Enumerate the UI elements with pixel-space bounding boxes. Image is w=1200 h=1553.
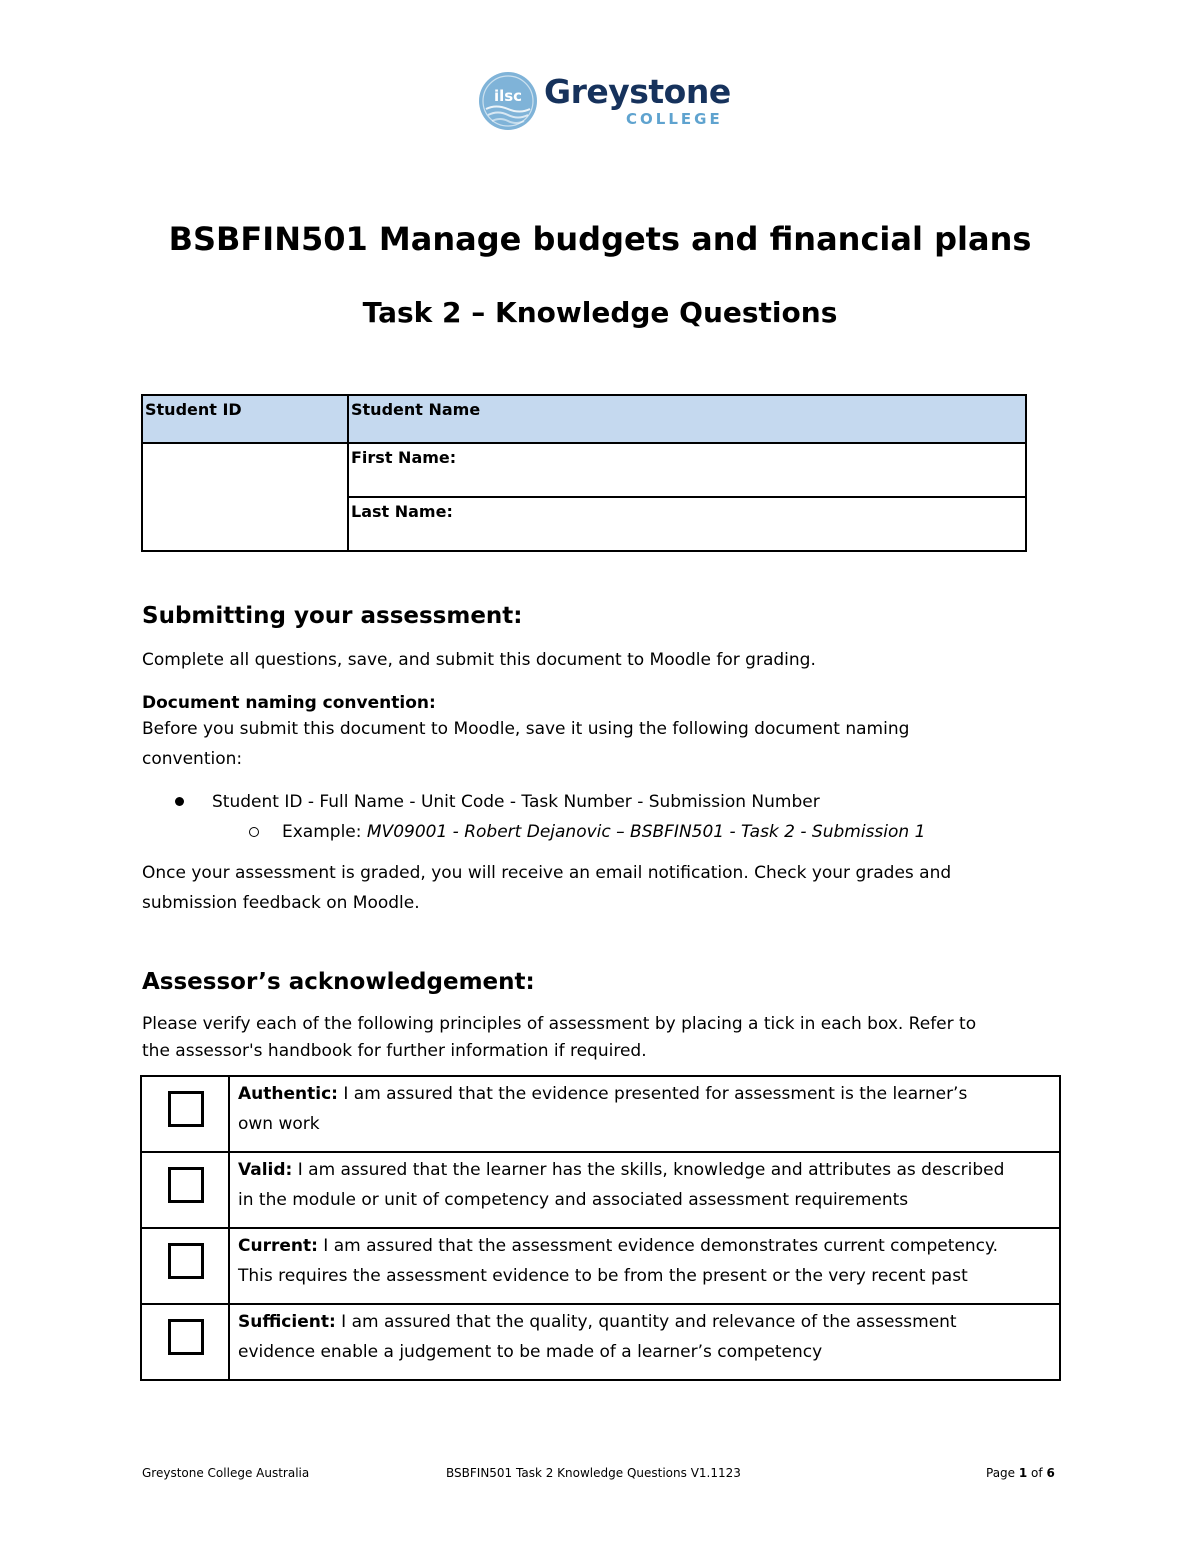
assessor-heading: Assessor’s acknowledgement: — [142, 969, 535, 995]
first-name-field[interactable] — [348, 443, 1026, 497]
student-details-table — [141, 394, 1027, 552]
bullet-dot-icon — [175, 797, 184, 806]
principle-text-cont: in the module or unit of competency and associated assessment requirements — [238, 1190, 909, 1210]
valid-checkbox[interactable] — [168, 1167, 204, 1203]
current-checkbox[interactable] — [168, 1243, 204, 1279]
naming-format-bullet: Student ID - Full Name - Unit Code - Task Number - Submission Number — [212, 792, 820, 812]
college-logo — [478, 68, 731, 134]
naming-convention-line1: Before you submit this document to Moodle, save it using the following document naming — [142, 719, 910, 739]
logo-name: Greystone — [544, 72, 731, 111]
naming-example — [282, 817, 925, 847]
principle-label: Sufficient: — [238, 1312, 336, 1332]
submit-instruction: Complete all questions, save, and submit this document to Moodle for grading. — [142, 650, 816, 670]
logo-subtitle: COLLEGE — [626, 110, 723, 128]
principle-text: I am assured that the evidence presented for assessment is the learner’s — [337, 1084, 968, 1104]
principle-label: Valid: — [238, 1160, 293, 1180]
last-name-field[interactable] — [348, 497, 1026, 551]
naming-convention-heading: Document naming convention: — [142, 693, 436, 713]
document-subtitle: Task 2 – Knowledge Questions — [362, 296, 838, 329]
svg-text:ilsc: ilsc — [493, 87, 523, 105]
principle-row-valid — [141, 1152, 1060, 1228]
principle-row-current — [141, 1228, 1060, 1304]
principle-row-authentic — [141, 1076, 1060, 1152]
principle-text: I am assured that the learner has the skills, knowledge and attributes as described — [292, 1160, 1005, 1180]
principle-text-cont: own work — [238, 1114, 320, 1134]
principle-text: I am assured that the assessment evidence demonstrates current competency. — [317, 1236, 999, 1256]
footer-document-name: BSBFIN501 Task 2 Knowledge Questions V1.1123 — [446, 1466, 741, 1480]
naming-convention-line2: convention: — [142, 749, 243, 769]
authentic-checkbox[interactable] — [168, 1091, 204, 1127]
principle-label: Current: — [238, 1236, 318, 1256]
sufficient-checkbox[interactable] — [168, 1319, 204, 1355]
example-label: Example: — [282, 822, 362, 842]
first-name-label: First Name: — [351, 448, 457, 467]
ilsc-badge-icon — [478, 71, 538, 131]
bullet-ring-icon — [249, 827, 259, 837]
last-name-label: Last Name: — [351, 502, 453, 521]
graded-notice-line1: Once your assessment is graded, you will receive an email notification. Check your grades and — [142, 863, 952, 883]
principle-text-cont: evidence enable a judgement to be made of a learner’s competency — [238, 1342, 823, 1362]
principle-row-sufficient — [141, 1304, 1060, 1380]
principle-text-cont: This requires the assessment evidence to be from the present or the very recent past — [238, 1266, 968, 1286]
student-name-header: Student Name — [348, 395, 1026, 443]
principle-label: Authentic: — [238, 1084, 338, 1104]
footer-organisation: Greystone College Australia — [142, 1466, 310, 1480]
assessor-intro-line1: Please verify each of the following principles of assessment by placing a tick in each box. Refer to — [142, 1014, 977, 1034]
principle-text: I am assured that the quality, quantity and relevance of the assessment — [335, 1312, 957, 1332]
assessment-principles-table — [140, 1075, 1061, 1381]
student-id-header: Student ID — [142, 395, 348, 443]
graded-notice-line2: submission feedback on Moodle. — [142, 893, 420, 913]
document-title: BSBFIN501 Manage budgets and financial plans — [168, 220, 1032, 258]
footer-page-number: Page 1 of 6 — [986, 1466, 1055, 1480]
example-value: MV09001 - Robert Dejanovic – BSBFIN501 - Task 2 - Submission 1 — [366, 822, 926, 842]
student-id-field[interactable] — [142, 443, 348, 551]
assessor-intro-line2: the assessor's handbook for further information if required. — [142, 1041, 647, 1061]
submitting-heading: Submitting your assessment: — [142, 603, 523, 629]
